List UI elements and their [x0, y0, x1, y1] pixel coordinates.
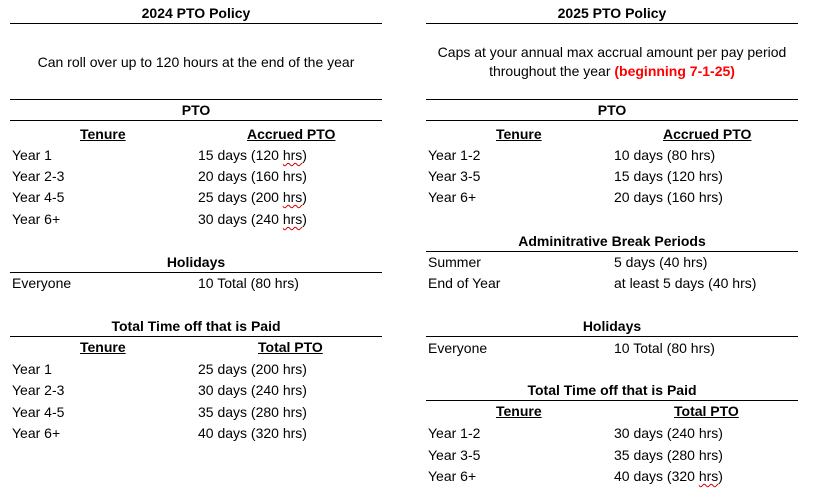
value-cell: 10 days (80 hrs): [614, 147, 716, 163]
column-header-tenure: Tenure: [80, 339, 126, 355]
table-row: [426, 166, 798, 187]
table-row: [426, 145, 798, 166]
tenure-cell: Year 6+: [428, 468, 477, 484]
tenure-cell: Year 2-3: [12, 168, 65, 184]
tenure-cell: Year 6+: [12, 425, 61, 441]
effective-date-note: (beginning 7-1-25): [614, 63, 735, 79]
tenure-cell: Year 1: [12, 361, 52, 377]
table-row: [10, 273, 382, 294]
value-cell: 30 days (240 hrs): [198, 382, 307, 398]
pto-section-header: [10, 100, 382, 121]
column-header-accrued: Accrued PTO: [247, 126, 336, 142]
policy-2024-title: 2024 PTO Policy: [141, 5, 251, 21]
rollover-text: Can roll over up to 120 hours at the end of the year: [37, 54, 355, 70]
policy-2025-title-header: [426, 3, 798, 24]
holidays-section-header: [426, 316, 798, 337]
value-cell: 35 days (280 hrs): [198, 404, 307, 420]
divider: [10, 120, 382, 121]
table-header: [10, 337, 382, 358]
tenure-cell: Year 6+: [428, 189, 477, 205]
column-header-tenure: Tenure: [496, 126, 542, 142]
caps-line-1: Caps at your annual max accrual amount per pay period: [437, 44, 787, 60]
table-row: [10, 209, 382, 230]
table-row: [10, 423, 382, 444]
section-title: PTO: [181, 102, 211, 118]
tenure-cell: Year 1-2: [428, 147, 481, 163]
table-row: [426, 423, 798, 444]
value-cell: 20 days (160 hrs): [614, 189, 723, 205]
tenure-cell: Everyone: [12, 275, 72, 291]
table-header: [10, 124, 382, 145]
section-title: Holidays: [166, 254, 226, 270]
table-row: [426, 466, 798, 487]
caps-text: [426, 44, 798, 80]
tenure-cell: Summer: [428, 254, 481, 270]
table-row: [10, 187, 382, 208]
policy-2025-title: 2025 PTO Policy: [557, 5, 667, 21]
table-row: [10, 402, 382, 423]
table-row: [426, 273, 798, 294]
table-row: [10, 359, 382, 380]
tenure-cell: Year 6+: [12, 211, 61, 227]
tenure-cell: Year 3-5: [428, 447, 481, 463]
table-row: [10, 380, 382, 401]
value-cell: 5 days (40 hrs): [614, 254, 708, 270]
tenure-cell: Year 2-3: [12, 382, 65, 398]
table-row: [10, 166, 382, 187]
table-header: [426, 124, 798, 145]
tenure-cell: End of Year: [428, 275, 501, 291]
value-cell: 10 Total (80 hrs): [198, 275, 299, 291]
policy-2024-title-header: [10, 3, 382, 24]
section-title: Adminitrative Break Periods: [518, 233, 706, 249]
value-cell: 30 days (240 hrs): [198, 211, 307, 227]
value-cell: 15 days (120 hrs): [198, 147, 307, 163]
table-row: [426, 445, 798, 466]
column-header-tenure: Tenure: [80, 126, 126, 142]
value-cell: 30 days (240 hrs): [614, 425, 723, 441]
value-cell: 15 days (120 hrs): [614, 168, 723, 184]
total-section-header: [10, 316, 382, 337]
divider: [426, 336, 798, 337]
caps-line-2: throughout the year (beginning 7-1-25): [489, 63, 735, 79]
tenure-cell: Year 4-5: [12, 189, 65, 205]
value-cell: 25 days (200 hrs): [198, 361, 307, 377]
value-cell: 10 Total (80 hrs): [614, 340, 715, 356]
tenure-cell: Year 4-5: [12, 404, 65, 420]
tenure-cell: Year 1-2: [428, 425, 481, 441]
column-header-total: Total PTO: [674, 403, 739, 419]
tenure-cell: Year 1: [12, 147, 52, 163]
holidays-section-header: [10, 252, 382, 273]
table-row: [426, 338, 798, 359]
section-title: Total Time off that is Paid: [111, 318, 281, 334]
section-title: PTO: [597, 102, 627, 118]
value-cell: 40 days (320 hrs): [614, 468, 723, 484]
divider: [10, 23, 382, 24]
value-cell: 40 days (320 hrs): [198, 425, 307, 441]
table-row: [426, 252, 798, 273]
tenure-cell: Year 3-5: [428, 168, 481, 184]
section-title: Total Time off that is Paid: [527, 382, 697, 398]
value-cell: at least 5 days (40 hrs): [614, 275, 757, 291]
table-row: [10, 145, 382, 166]
value-cell: 20 days (160 hrs): [198, 168, 307, 184]
divider: [426, 120, 798, 121]
table-header: [426, 401, 798, 422]
table-row: [426, 187, 798, 208]
section-title: Holidays: [582, 318, 642, 334]
total-section-header: [426, 380, 798, 401]
column-header-accrued: Accrued PTO: [663, 126, 752, 142]
divider: [426, 23, 798, 24]
pto-section-header: [426, 100, 798, 121]
value-cell: 35 days (280 hrs): [614, 447, 723, 463]
column-header-tenure: Tenure: [496, 403, 542, 419]
column-header-total: Total PTO: [258, 339, 323, 355]
tenure-cell: Everyone: [428, 340, 488, 356]
value-cell: 25 days (200 hrs): [198, 189, 307, 205]
admin-break-section-header: [426, 231, 798, 252]
